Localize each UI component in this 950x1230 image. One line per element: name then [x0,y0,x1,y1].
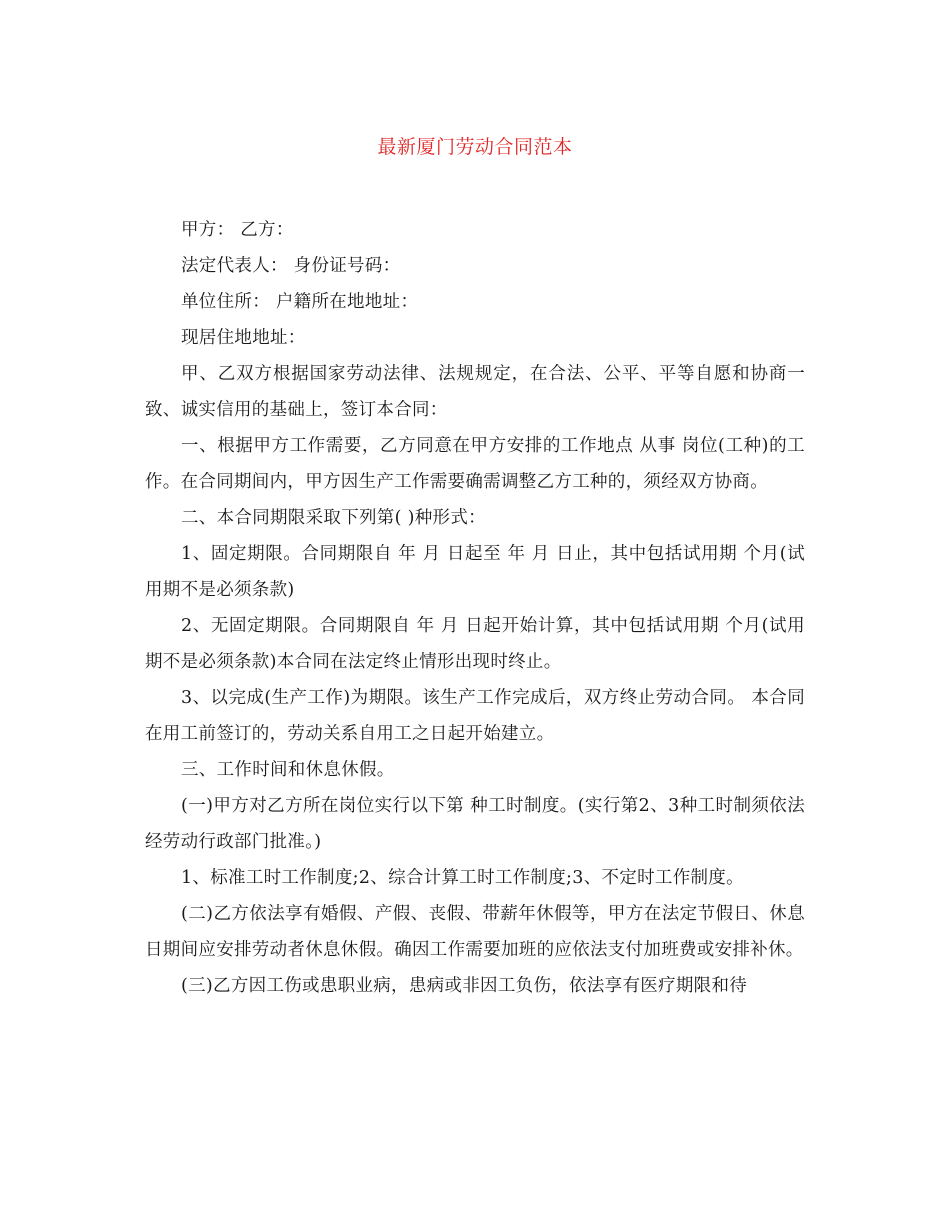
working-hours-options: 1、标准工时工作制度;2、综合计算工时工作制度;3、不定时工作制度。 [181,868,744,888]
residence-line: 现居住地地址： [181,328,306,348]
clause-three-heading: 三、工作时间和休息休假。 [181,760,395,780]
document-title: 最新厦门劳动合同范本 [377,136,573,158]
clause-one-paragraph: 一、根据甲方工作需要，乙方同意在甲方安排的工作地点 从事 岗位(工种)的工作。在合同期间内，甲方因生产工作需要确需调整乙方工种的，须经双方协商。 [145,436,805,492]
working-hours-system-paragraph: (一)甲方对乙方所在岗位实行以下第 种工时制度。(实行第2、3种工时制须依法经劳动行政部门批准。) [145,796,805,852]
term-option-three: 3、以完成(生产工作)为期限。该生产工作完成后，双方终止劳动合同。 本合同在用工前签订的，劳动关系自用工之日起开始建立。 [145,688,805,744]
address-line: 单位住所： 户籍所在地地址： [181,292,419,312]
term-option-one: 1、固定期限。合同期限自 年 月 日起至 年 月 日止，其中包括试用期 个月(试用期不是必须条款) [145,544,805,600]
representative-line: 法定代表人： 身份证号码： [181,256,401,276]
preamble-paragraph: 甲、乙双方根据国家劳动法律、法规规定，在合法、公平、平等自愿和协商一致、诚实信用的基础上，签订本合同： [145,364,805,420]
party-line: 甲方： 乙方： [181,220,294,240]
leave-paragraph: (二)乙方依法享有婚假、产假、丧假、带薪年休假等，甲方在法定节假日、休息日期间应安排劳动者休息休假。确因工作需要加班的应依法支付加班费或安排补休。 [145,904,805,960]
injury-paragraph: (三)乙方因工伤或患职业病，患病或非因工负伤，依法享有医疗期限和待 [181,976,748,996]
clause-two-heading: 二、本合同期限采取下列第( )种形式： [181,508,486,528]
term-option-two: 2、无固定期限。合同期限自 年 月 日起开始计算，其中包括试用期 个月(试用期不是必须条款)本合同在法定终止情形出现时终止。 [145,616,805,672]
